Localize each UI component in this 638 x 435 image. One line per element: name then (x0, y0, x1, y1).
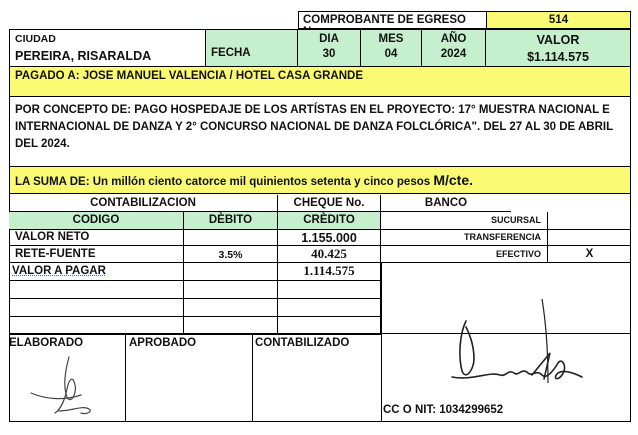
voucher-number-cell (486, 11, 631, 29)
empty-code-5 (9, 299, 184, 317)
year-cell (422, 29, 486, 67)
row-code-1: VALOR NETO (9, 230, 184, 246)
month-cell (361, 29, 422, 67)
value-amount: $1.114.575 (527, 50, 589, 64)
row-debit-2: 3.5% (184, 246, 278, 263)
posted-label: CONTABILIZADO (255, 337, 350, 349)
city-value: PEREIRA, RISARALDA (15, 49, 152, 63)
voucher-title-cell (298, 11, 486, 29)
city-label: CIUDAD (15, 33, 56, 45)
empty-debit-6 (184, 317, 278, 334)
row-code-2: RETE-FUENTE (9, 246, 184, 263)
empty-debit-4 (184, 281, 278, 299)
concept-text: POR CONCEPTO DE: PAGO HOSPEDAJE DE LOS ARTÍSTAS EN EL PROYECTO: 17° MUESTRA NACIONAL E INTERNACIONAL DE DANZA Y 2° CONCURSO NACIONAL DE DANZA FOLCLÓRICA". DEL 27 AL 30 DE ABRIL DEL 2024. (15, 104, 613, 150)
branch-label: SUCURSAL (381, 212, 548, 230)
row-credit-2: 40.425 (278, 246, 381, 263)
bottom-left-border (9, 334, 381, 422)
year-value: 2024 (440, 48, 467, 60)
bank-label: BANCO (381, 195, 511, 212)
row-debit-3 (184, 263, 278, 281)
row-credit-1: 1.155.000 (278, 230, 381, 246)
value-cell (486, 29, 631, 67)
cash-mark: X (548, 246, 631, 263)
date-label: FECHA (211, 47, 251, 59)
transfer-value (548, 230, 631, 246)
accounting-title: CONTABILIZACION (9, 195, 278, 212)
prepared-label: ELABORADO (9, 337, 84, 349)
col-credit: CRÈDITO (278, 212, 381, 230)
id-label: CC O NIT: 1034299652 (383, 404, 504, 416)
month-label: MES (378, 33, 404, 45)
empty-code-4 (9, 281, 184, 299)
day-cell (298, 29, 361, 67)
value-label: VALOR (536, 33, 580, 47)
branch-value (548, 212, 631, 230)
signature-outer-right (381, 334, 631, 422)
empty-debit-5 (184, 299, 278, 317)
col-debit: DÈBITO (184, 212, 278, 230)
empty-credit-4 (278, 281, 381, 299)
row-code-3 (9, 263, 184, 281)
day-label: DIA (319, 33, 339, 45)
date-label-cell (205, 29, 298, 67)
voucher-number: 514 (548, 14, 569, 26)
year-label: AÑO (440, 33, 467, 45)
sum-cell (9, 167, 631, 194)
cash-label: EFECTIVO (381, 246, 548, 263)
sum-suffix: M/cte. (433, 172, 474, 188)
city-cell (9, 29, 205, 67)
paid-to: PAGADO A: JOSE MANUEL VALENCIA / HOTEL CASA GRANDE (15, 70, 364, 82)
empty-credit-5 (278, 299, 381, 317)
paid-to-cell (9, 67, 631, 97)
empty-credit-6 (278, 317, 381, 334)
row-credit-3: 1.114.575 (278, 263, 381, 281)
empty-code-6 (9, 317, 184, 334)
day-value: 30 (322, 48, 336, 60)
concept-cell (9, 97, 631, 167)
sum-text: LA SUMA DE: Un millón ciento catorce mil quinientos setenta y cinco pesos (15, 176, 434, 188)
col-code: CODIGO (9, 212, 184, 230)
month-value: 04 (384, 48, 398, 60)
row-code-3-text: VALOR A PAGAR (12, 265, 106, 277)
cheque-label: CHEQUE No. (278, 195, 381, 212)
transfer-label: TRANSFERENCIA (381, 230, 548, 246)
row-debit-1 (184, 230, 278, 246)
approved-label: APROBADO (129, 337, 197, 349)
voucher-title: COMPROBANTE DE EGRESO (303, 14, 466, 26)
